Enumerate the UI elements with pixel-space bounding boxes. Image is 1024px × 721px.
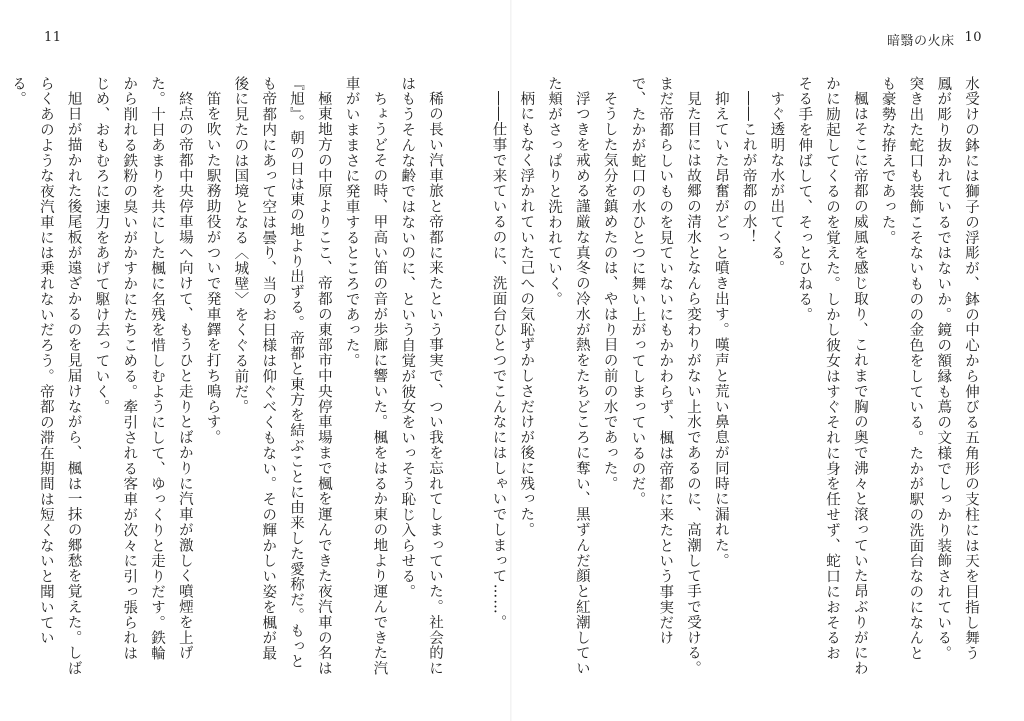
paragraph: ――これが帝都の水！ [740,90,757,245]
paragraph: 抑えていた昂奮がどっと噴き出す。嘆声と荒い鼻息が同時に漏れた。 [712,90,729,568]
paragraph: 旭日が描かれた後尾板が遠ざかるのを見届けながら、楓は一抹の郷愁を覚えた。しばらくあのような夜汽車には乗れないだろう。帝都の滞在期間は短くないと聞いている。 [10,76,82,676]
paragraph: 柄にもなく浮かれていた己への気恥ずかしさだけが後に残った。 [518,90,535,538]
running-header [887,30,982,49]
paragraph: ちょうどその時、甲高い笛の音が歩廊に響いた。楓をはるか東の地より運んできた汽車がいままさに発車するところであった。 [343,76,388,676]
paragraph: 楓はそこに帝都の威風を感じ取り、これまで胸の奥で沸々と滾っていた昂ぶりがにわかに励起してくるのを覚えた。しかし彼女はすぐそれに身を任せず、蛇口におそるおそる手を伸ばして、そっとひねる。 [796,76,868,676]
paragraph: 見た目には故郷の清水となんら変わりがない上水であるのに、高潮して手で受ける。まだ帝都らしいものを見ていないにもかかわらず、楓は帝都に来たという事実だけで、たかが蛇口の水ひとつに舞い上がってしまっているのだ。 [629,76,702,676]
paragraph: 浮つきを戒める謹厳な真冬の冷水が熱をたちどころに奪い、黒ずんだ顔と紅潮していた頬がさっぱりと洗われていく。 [546,76,590,676]
left-page-body [0,76,448,676]
paragraph: ――仕事で来ているのに、洗面台ひとつでこんなにはしゃいでしまって……。 [490,90,507,630]
paragraph: 稀の長い汽車旅と帝都に来たという事実で、つい我を忘れてしまっていた。社会的にはもうそんな齢ではないのに、という自覚が彼女をいっそう恥じ入らせる。 [399,76,443,676]
left-page [0,0,510,721]
right-page-body [484,76,984,676]
page-number-left: 11 [44,30,62,45]
paragraph: すぐ透明な水が出てくる。 [768,90,785,276]
paragraph: そうした気分を鎮めたのは、やはり目の前の水であった。 [601,90,618,491]
paragraph [0,76,3,676]
right-page [490,0,1024,721]
paragraph: 終点の帝都中央停車場へ向けて、もうひと走りとばかりに汽車が激しく噴煙を上げた。十日あまりを共にした楓に名残を惜しむようにして、ゆっくりと走りだす。鉄輪から削れる鉄粉の臭いがかすかにたちこめる。牽引される客車が次々に引っ張られはじめ、おもむろに速力をあげて駆け去っていく。 [93,76,193,662]
running-head-title: 暗翳の火床 [886,34,955,49]
paragraph: 極東地方の中原よりここ、帝都の東部市中央停車場まで楓を運んできた夜汽車の名は『旭』。朝の日は東の地より出ずる。帝都と東方を結ぶことに由来した愛称だ。もっとも帝都内にあって空は曇り、当のお日様は仰ぐべくもない。その輝かしい姿を楓が最後に見たのは国境となる〈城壁〉をくぐる前だ。 [232,76,332,676]
page-number-right: 10 [964,30,982,45]
paragraph: 笛を吹いた駅務助役がついで発車鐸を打ち鳴らす。 [204,90,221,445]
paragraph: 水受けの鉢には獅子の浮彫が、鉢の中心から伸びる五角形の支柱には天を目指し舞う鳳が彫り抜かれているではないか。鏡の額縁も蔦の文様でしっかり装飾されている。突き出た蛇口も装飾こそないものの金色をしている。たかが駅の洗面台なのになんとも豪勢な拵えであった。 [879,76,979,662]
